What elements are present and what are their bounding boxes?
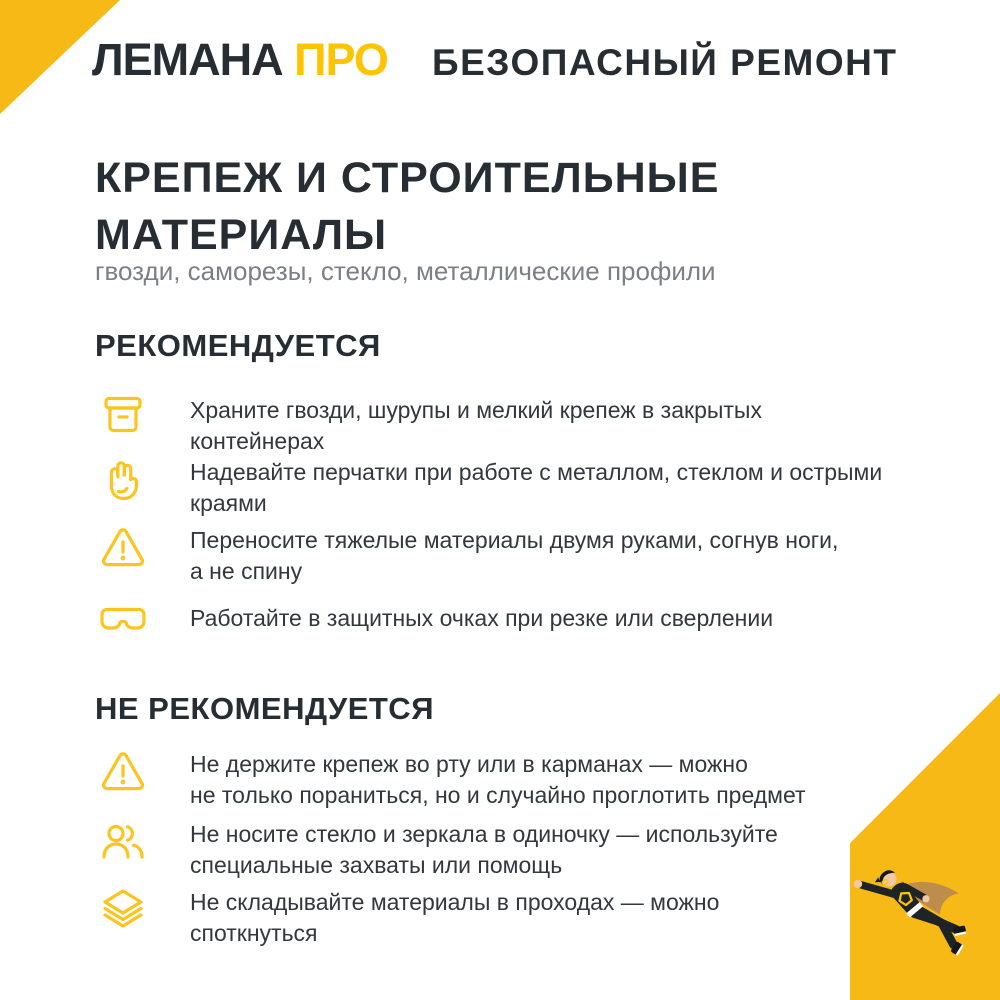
list-item-carry-properly xyxy=(96,523,838,587)
brand-logo xyxy=(92,34,388,86)
list-item-store-fasteners xyxy=(96,393,762,457)
list-item-no-carrying-glass-alone xyxy=(96,817,778,881)
section-heading-not-recommended: НЕ РЕКОМЕНДУЕТСЯ xyxy=(95,691,434,726)
page-title-line2: МАТЕРИАЛЫ xyxy=(95,211,388,259)
superhero-mascot-illustration xyxy=(850,843,1000,998)
list-item-wear-gloves xyxy=(96,455,882,519)
list-item-text: Не носите стекло и зеркала в одиночку — используйте специальные захваты или помощь xyxy=(190,821,778,878)
section-heading-recommended: РЕКОМЕНДУЕТСЯ xyxy=(95,328,381,363)
list-item-wear-goggles xyxy=(96,601,773,649)
list-item-no-materials-in-walkways xyxy=(96,885,719,949)
banner-title: БЕЗОПАСНЫЙ РЕМОНТ xyxy=(432,42,898,83)
list-item-text: Храните гвозди, шурупы и мелкий крепеж в закрытых контейнерах xyxy=(190,397,762,454)
storage-box-icon xyxy=(96,393,150,441)
list-item-text: Переносите тяжелые материалы двумя руками, согнув ноги, а не спину xyxy=(190,527,839,584)
brand-logo-primary: ЛЕМАНА xyxy=(92,34,283,85)
warning-triangle-icon xyxy=(96,747,150,795)
two-people-icon xyxy=(96,817,150,865)
stacked-layers-icon xyxy=(96,885,150,933)
list-item-text: Надевайте перчатки при работе с металлом, стеклом и острыми краями xyxy=(190,459,883,516)
warning-triangle-icon xyxy=(96,523,150,571)
list-item-text: Не складывайте материалы в проходах — можно споткнуться xyxy=(190,889,720,946)
glove-hand-icon xyxy=(96,455,150,503)
page-title-line1: КРЕПЕЖ И СТРОИТЕЛЬНЫЕ xyxy=(95,154,720,202)
list-item-no-fasteners-in-mouth xyxy=(96,747,806,811)
corner-polygon-bottom-right xyxy=(850,693,1000,1000)
list-item-text: Работайте в защитных очках при резке или сверлении xyxy=(190,605,774,631)
brand-logo-accent: ПРО xyxy=(294,34,388,85)
page-subtitle: гвозди, саморезы, стекло, металлические профили xyxy=(95,256,716,286)
page-title xyxy=(95,150,719,264)
list-item-text: Не держите крепеж во рту или в карманах — можно не только пораниться, но и случайно проглотить предмет xyxy=(190,751,806,808)
safety-goggles-icon xyxy=(96,601,150,649)
